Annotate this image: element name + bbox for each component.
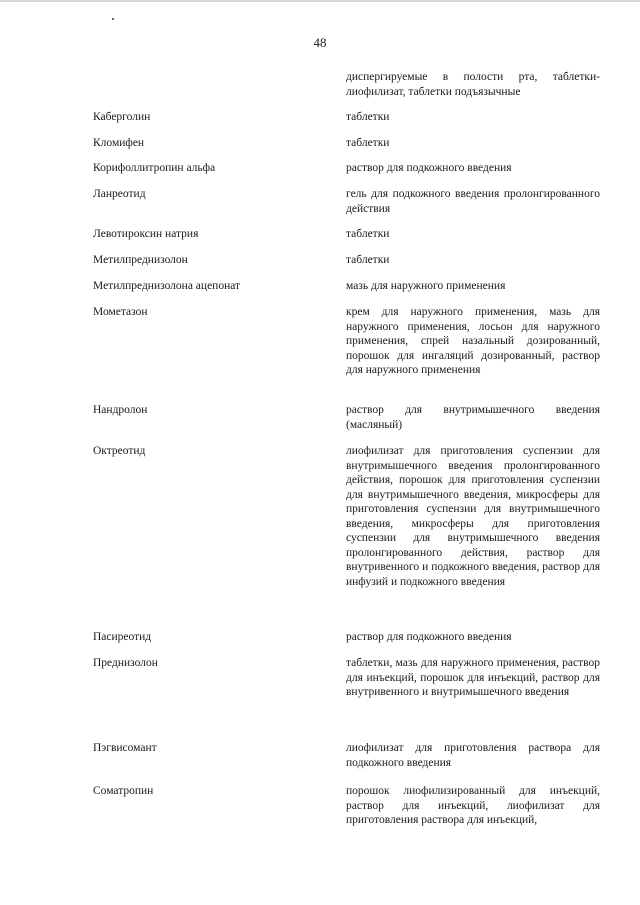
- drug-name: Кломифен: [93, 137, 145, 149]
- dosage-form: таблетки, мазь для наружного применения, раствор для инъекций, порошок для инъекций, раствор для внутривенного и внутримышечного введения: [346, 657, 600, 698]
- dosage-form: гель для подкожного введения пролонгированного действия: [346, 188, 600, 215]
- dosage-form: таблетки: [346, 254, 390, 266]
- dosage-form: порошок лиофилизированный для инъекций, раствор для инъекций, лиофилизат для приготовления раствора для инъекций,: [346, 785, 600, 826]
- drug-name: Метилпреднизолон: [93, 254, 188, 266]
- drug-name: Преднизолон: [93, 657, 158, 669]
- dosage-form: раствор для подкожного введения: [346, 631, 512, 643]
- dosage-form: таблетки: [346, 111, 390, 123]
- dosage-form: таблетки: [346, 137, 390, 149]
- page-number: 48: [313, 35, 327, 50]
- dosage-form: диспергируемые в полости рта, таблетки-лиофилизат, таблетки подъязычные: [346, 71, 600, 98]
- drug-name: Ланреотид: [93, 188, 146, 200]
- drug-name: Левотироксин натрия: [93, 228, 199, 240]
- dosage-form: таблетки: [346, 228, 390, 240]
- scan-dot: [112, 18, 114, 20]
- drug-name: Пасиреотид: [93, 631, 152, 643]
- drug-name: Мометазон: [93, 306, 148, 318]
- drug-name: Октреотид: [93, 445, 146, 457]
- drug-name: Корифоллитропин альфа: [93, 162, 216, 174]
- drug-name: Пэгвисомант: [93, 742, 157, 754]
- dosage-form: мазь для наружного применения: [346, 280, 506, 292]
- drug-name: Метилпреднизолона ацепонат: [93, 280, 241, 292]
- dosage-form: лиофилизат для приготовления раствора для подкожного введения: [346, 742, 600, 769]
- dosage-form: раствор для внутримышечного введения (масляный): [346, 404, 600, 431]
- dosage-form: раствор для подкожного введения: [346, 162, 512, 174]
- top-edge-rule: [0, 0, 640, 2]
- drug-name: Соматропин: [93, 785, 154, 797]
- drug-name: Каберголин: [93, 111, 151, 123]
- dosage-form: лиофилизат для приготовления суспензии для внутримышечного введения пролонгированного действия, порошок для приготовления суспензии для внутримышечного введения, микросферы для приготовления суспензии для внутримышечного введения, микросферы для приготовления суспензии для внутримышечного введения пролонгированного действия, раствор для внутривенного и подкожного введения, раствор для инфузий и подкожного введения: [346, 445, 600, 588]
- drug-name: Нандролон: [93, 404, 148, 416]
- dosage-form: крем для наружного применения, мазь для наружного применения, лосьон для наружного применения, спрей назальный дозированный, порошок для ингаляций дозированный, раствор для наружного применения: [346, 306, 600, 376]
